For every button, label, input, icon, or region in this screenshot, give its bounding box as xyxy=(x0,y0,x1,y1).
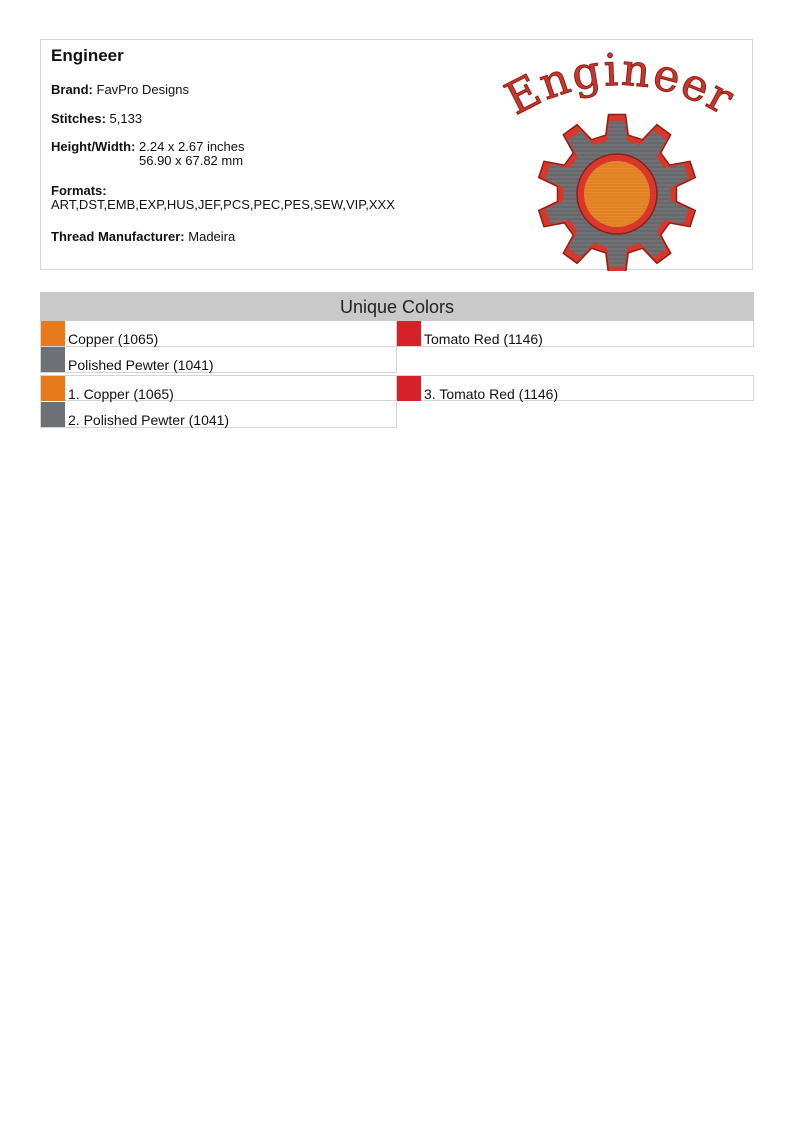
color-swatch xyxy=(41,402,65,427)
thread-manufacturer-label: Thread Manufacturer: xyxy=(51,229,185,244)
height-width-mm: 56.90 x 67.82 mm xyxy=(139,153,244,168)
color-item xyxy=(397,321,754,347)
color-sequence-item xyxy=(40,375,397,401)
color-item xyxy=(40,347,397,373)
design-title: Engineer xyxy=(51,46,124,65)
color-label: Copper (1065) xyxy=(68,331,159,347)
color-item xyxy=(40,321,397,347)
arc-logo-text: Engineer xyxy=(497,46,744,126)
thread-manufacturer-value: Madeira xyxy=(188,229,236,244)
color-grid xyxy=(40,321,754,431)
stitches-label: Stitches: xyxy=(51,111,106,126)
color-swatch xyxy=(397,321,421,346)
stitches-value: 5,133 xyxy=(109,111,143,126)
color-sequence-item xyxy=(397,375,754,401)
stitches-field xyxy=(51,111,142,126)
color-label: Tomato Red (1146) xyxy=(424,331,543,347)
color-swatch xyxy=(41,376,65,401)
color-swatch xyxy=(41,347,65,372)
formats-value: ART,DST,EMB,EXP,HUS,JEF,PCS,PEC,PES,SEW,VIP,XXX xyxy=(51,197,395,212)
unique-colors-heading: Unique Colors xyxy=(40,292,754,321)
height-width-label: Height/Width: xyxy=(51,139,136,154)
design-info-card xyxy=(40,39,753,270)
height-width-inches: 2.24 x 2.67 inches xyxy=(139,139,245,154)
color-label: 3. Tomato Red (1146) xyxy=(424,386,559,402)
unique-colors-panel xyxy=(40,292,754,431)
color-label: Polished Pewter (1041) xyxy=(68,357,214,373)
height-width-field xyxy=(51,140,245,168)
embroidery-preview-svg xyxy=(479,46,759,271)
color-swatch xyxy=(397,376,421,401)
color-sequence-item xyxy=(40,402,397,428)
color-label: 2. Polished Pewter (1041) xyxy=(68,412,230,428)
brand-label: Brand: xyxy=(51,82,93,97)
color-swatch xyxy=(41,321,65,346)
gear-icon xyxy=(539,115,696,272)
brand-value: FavPro Designs xyxy=(96,82,189,97)
brand-field xyxy=(51,82,189,97)
formats-field xyxy=(51,184,395,212)
design-preview-image xyxy=(479,46,759,271)
color-label: 1. Copper (1065) xyxy=(68,386,174,402)
thread-manufacturer-field xyxy=(51,229,235,244)
formats-label: Formats: xyxy=(51,183,107,198)
